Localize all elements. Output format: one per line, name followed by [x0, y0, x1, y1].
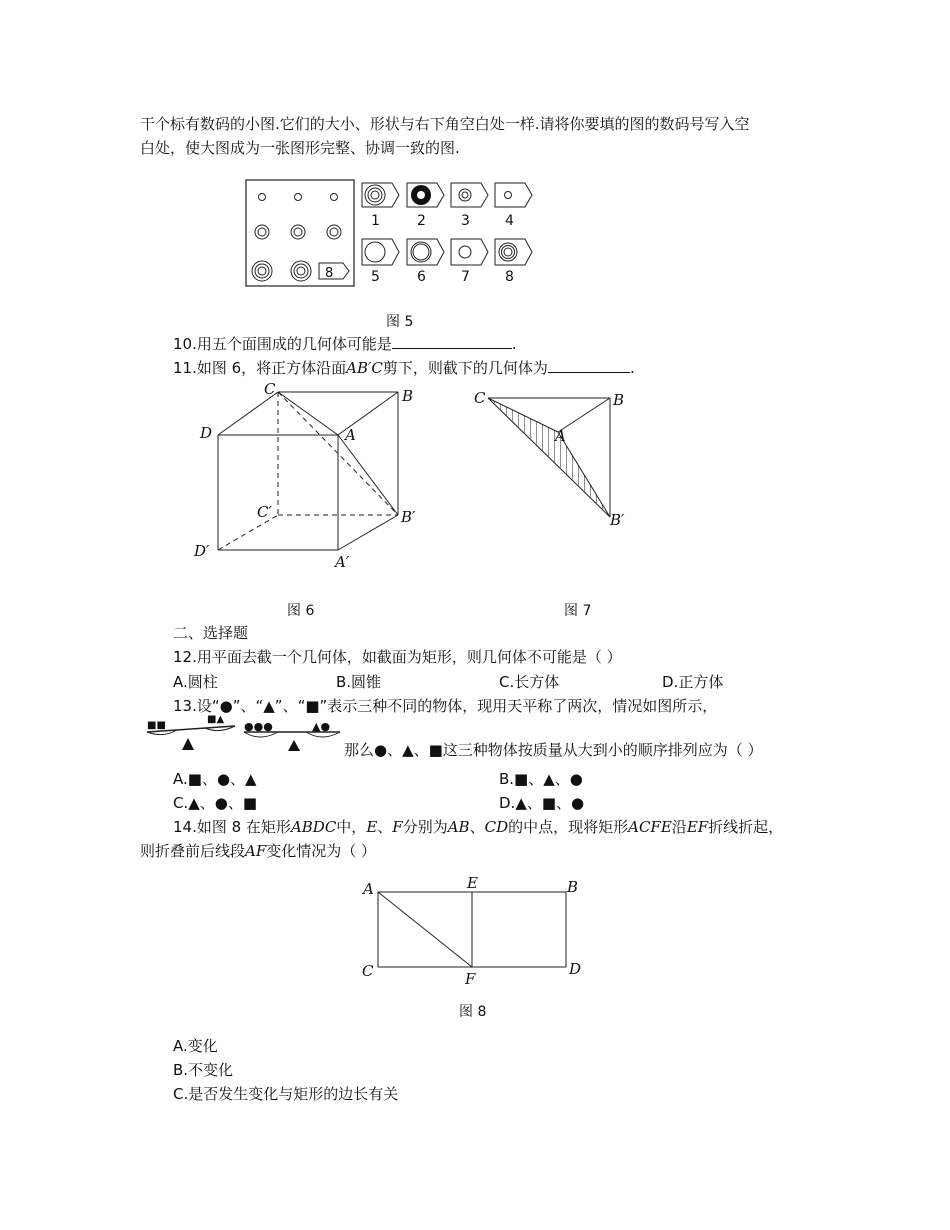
- q13-option-b[interactable]: B.■、▲、●: [499, 770, 583, 788]
- option-tag-8: [495, 239, 532, 265]
- label-D: D: [569, 960, 582, 978]
- figure-7-tetrahedron: [470, 385, 650, 535]
- section-title: 二、选择题: [173, 624, 249, 642]
- label-A: A: [555, 427, 566, 445]
- figure-5: [245, 178, 545, 288]
- figure-7-caption: 图 7: [564, 603, 592, 619]
- question-10: 10.用五个面围成的几何体可能是 .: [173, 335, 517, 353]
- blank-tag: [319, 263, 349, 279]
- label-A: A: [363, 880, 374, 898]
- balance-scale-1: [143, 714, 243, 758]
- label-B: B: [567, 878, 579, 896]
- label-C: C: [362, 962, 374, 980]
- blank-tag-number: 8: [325, 266, 334, 281]
- label-D-prime: D′: [194, 542, 210, 560]
- q12-option-a[interactable]: A.圆柱: [173, 673, 218, 691]
- figure-8-caption: 图 8: [459, 1004, 487, 1020]
- balance-2-right: ▲●: [312, 720, 331, 733]
- option-tag-4: [495, 183, 532, 207]
- label-F: F: [465, 970, 476, 988]
- question-14-line-2: 则折叠前后线段AF变化情况为（ ）: [140, 842, 377, 860]
- q12-option-d[interactable]: D.正方体: [662, 673, 724, 691]
- q13-option-c[interactable]: C.▲、●、■: [173, 794, 258, 812]
- option-tag-6: [407, 239, 444, 265]
- question-11: 11.如图 6，将正方体沿面AB′C剪下，则截下的几何体为 .: [173, 359, 635, 377]
- figure-6-cube: [190, 380, 450, 580]
- intro-line-2: 白处，使大图成为一张图形完整、协调一致的图.: [140, 139, 460, 157]
- balance-1-right: ■▲: [207, 714, 225, 725]
- tag-number-3: 3: [461, 213, 470, 229]
- tag-number-8: 8: [505, 269, 514, 285]
- label-B: B: [402, 387, 414, 405]
- q14-option-a[interactable]: A.变化: [173, 1037, 218, 1055]
- label-B: B: [613, 391, 625, 409]
- label-C: C: [474, 389, 486, 407]
- balance-2-left: ●●●: [244, 720, 273, 733]
- figure-8-rectangle: [358, 872, 598, 992]
- label-C: C: [264, 380, 276, 398]
- figure-6-caption: 图 6: [287, 603, 315, 619]
- q13-option-a[interactable]: A.■、●、▲: [173, 770, 257, 788]
- option-tag-5: [362, 239, 399, 265]
- balance-1-left: ■■: [147, 720, 166, 731]
- tag-number-4: 4: [505, 213, 514, 229]
- tag-number-1: 1: [371, 213, 380, 229]
- tag-number-5: 5: [371, 269, 380, 285]
- balance-scale-2: [240, 720, 350, 760]
- question-14-line-1: 14.如图 8 在矩形ABDC中，E、F分别为AB、CD的中点，现将矩形ACFE沿EF折线折起，: [173, 818, 784, 836]
- option-tag-1: [362, 183, 399, 207]
- q12-option-c[interactable]: C.长方体: [499, 673, 560, 691]
- q14-option-c[interactable]: C.是否发生变化与矩形的边长有关: [173, 1085, 399, 1103]
- tag-number-6: 6: [417, 269, 426, 285]
- tag-number-2: 2: [417, 213, 426, 229]
- option-tag-3: [451, 183, 488, 207]
- answer-blank-11[interactable]: [548, 357, 630, 373]
- q14-option-b[interactable]: B.不变化: [173, 1061, 234, 1079]
- question-13-line-2: 那么●、▲、■这三种物体按质量从大到小的顺序排列应为（ ）: [344, 741, 763, 759]
- label-A: A: [345, 426, 356, 444]
- tag-number-7: 7: [461, 269, 470, 285]
- figure-5-caption: 图 5: [386, 314, 414, 330]
- answer-blank-10[interactable]: [392, 333, 512, 349]
- option-tag-7: [451, 239, 488, 265]
- label-B-prime: B′: [401, 508, 416, 526]
- label-A-prime: A′: [335, 553, 350, 571]
- option-tag-2: [407, 183, 444, 207]
- label-C-prime: C′: [257, 503, 272, 521]
- q12-option-b[interactable]: B.圆锥: [336, 673, 382, 691]
- question-12: 12.用平面去截一个几何体，如截面为矩形，则几何体不可能是（ ）: [173, 648, 622, 666]
- label-B-prime: B′: [610, 511, 625, 529]
- label-E: E: [467, 874, 478, 892]
- q13-option-d[interactable]: D.▲、■、●: [499, 794, 585, 812]
- intro-line-1: 干个标有数码的小图.它们的大小、形状与右下角空白处一样.请将你要填的图的数码号写入空: [140, 115, 750, 133]
- label-D: D: [200, 424, 213, 442]
- question-13-line-1: 13.设“●”、“▲”、“■”表示三种不同的物体，现用天平称了两次，情况如图所示，: [173, 697, 718, 715]
